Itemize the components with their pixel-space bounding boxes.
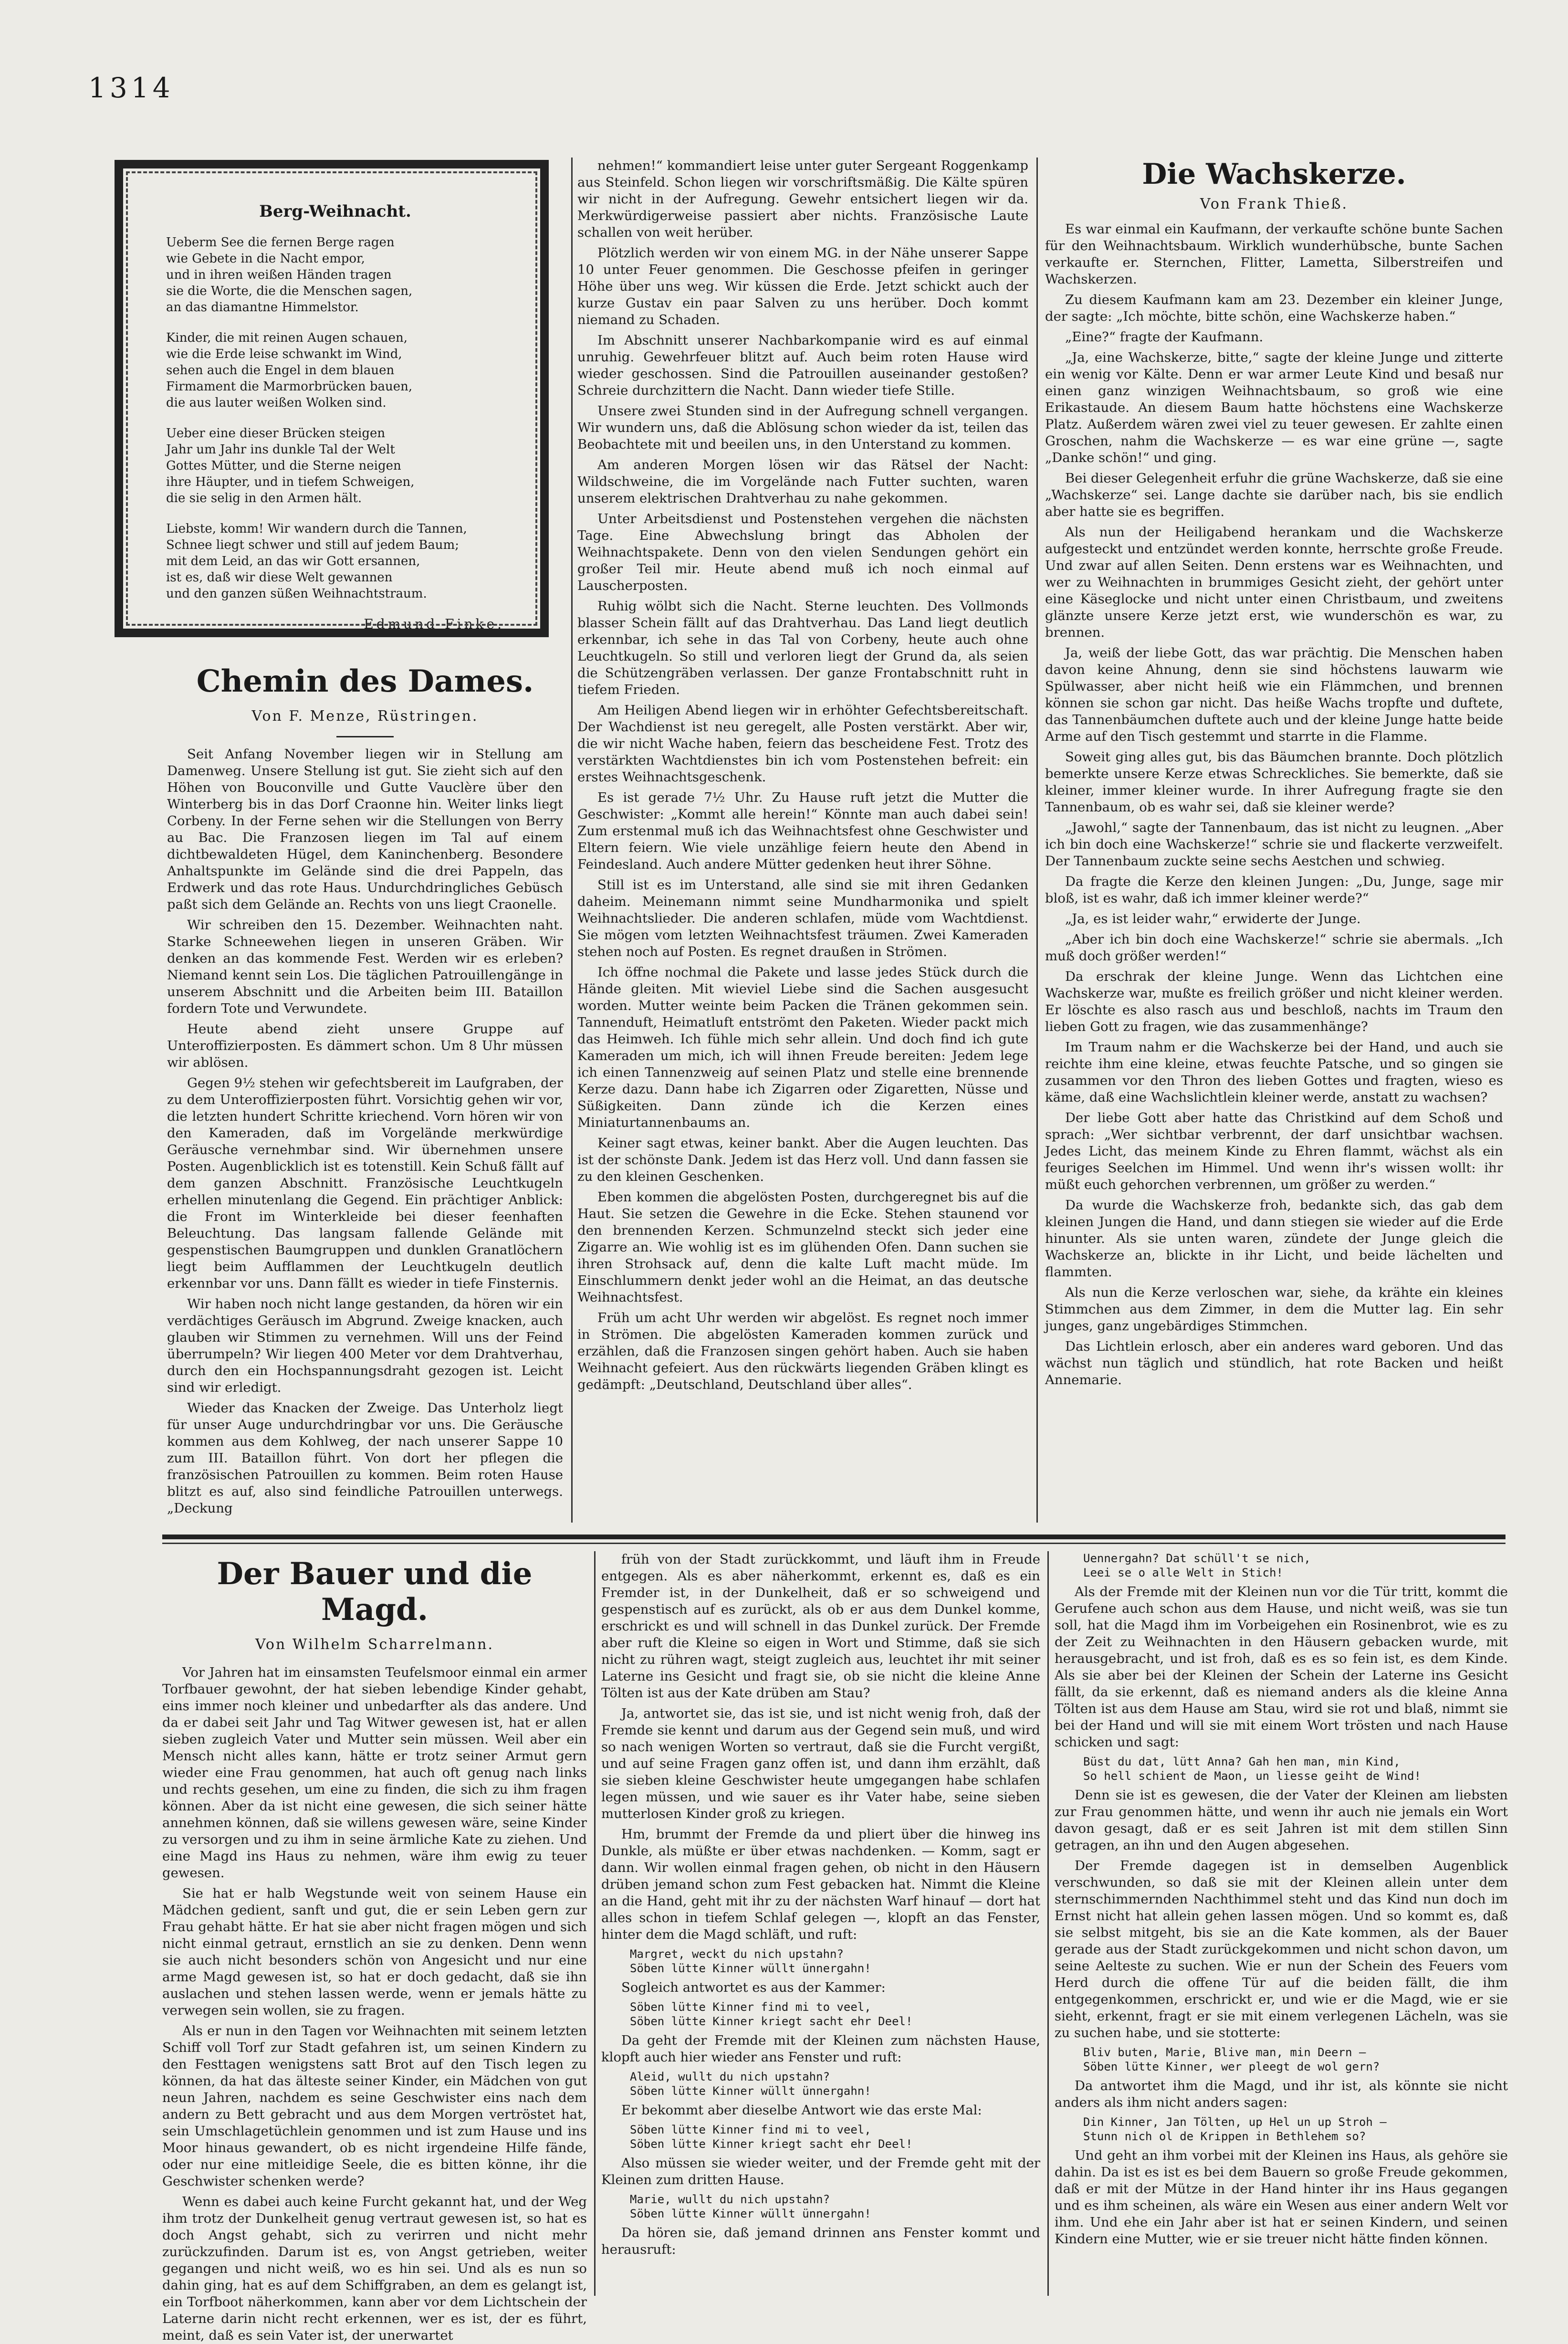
bauer-title: Der Bauer und die Magd. [217,1556,533,1628]
paragraph: Am anderen Morgen lösen wir das Rätsel der Nacht: Wildschweine, die im Vorgelände nach Futter suchten, waren unserem elektrischen Drahtverhau zu nahe gekommen. [577,457,1028,506]
paragraph: Der Fremde dagegen ist in demselben Augenblick verschwunden, so daß sie mit der Kleinen allein unter dem sternschimmernden Nachthimmel steht und das Kind nun doch im Ernst nicht hat allein gehen lassen mögen. Und so kommt es, daß sie selbst mitgeht, bis sie an die Kate kommen, als der Bauer gerade aus der Stadt zurückgekommen und nicht schon davon, um seine Aelteste zu suchen. Wie er nun der Schein des Feuers vom Herd durch die offene Tür auf die beiden fällt, die ihm entgegenkommen, erschrickt er, und wie er die Magd, wie er sie sieht, erkennt, fragt er sie mit einem verlegenen Lächeln, was sie zu suchen habe, und sie stotterte: [1055,1858,1508,2040]
paragraph: Als nun der Heiligabend herankam und die Wachskerze aufgesteckt und entzündet werden konnte, herrschte große Freude. Und zwar auf allen Seiten. Denn erstens war es Weihnachten, und wer zu Weihnachten in brummiges Gesicht zieht, der gehört unter eine Käseglocke und nicht unter einen Christbaum, und zweitens glänzte unsere Kerze jetzt erst, wie wunderschön es war, zu brennen. [1045,525,1503,640]
paragraph: Zu diesem Kaufmann kam am 23. Dezember ein kleiner Junge, der sagte: „Ich möchte, bitte schön, eine Wachskerze haben.“ [1045,292,1503,324]
poem-line: mit dem Leid, an das wir Gott ersannen, [166,554,420,568]
paragraph: Also müssen sie wieder weiter, und der Fremde geht mit der Kleinen zum dritten Hause. [601,2155,1040,2187]
bauer-continued [601,1551,1040,2296]
paragraph: Bliv buten, Marie, Blive man, min Deern — Söben lütte Kinner, wer pleegt de wol gern? [1083,2046,1380,2073]
poem-stanza [166,234,504,315]
bauer-final [1055,1551,1508,2296]
bauer-byline: Von Wilhelm Scharrelmann. [255,1636,494,1653]
poem-line: Liebste, komm! Wir wandern durch die Tannen, [166,522,467,536]
poem-line: ihre Häupter, und in tiefem Schweigen, [166,475,415,489]
section-divider [162,1535,1505,1539]
poem-line: und in ihren weißen Händen tragen [166,268,392,282]
wachskerze-byline: Von Frank Thieß. [1200,196,1348,212]
column-rule [1047,1551,1049,2296]
paragraph: Heute abend zieht unsere Gruppe auf Unteroffizierposten. Es dämmert schon. Um 8 Uhr müssen wir ablösen. [167,1021,563,1070]
poem-title: Berg-Weihnacht. [259,202,411,221]
paragraph: Söben lütte Kinner find mi to veel, Söben lütte Kinner kriegt sacht ehr Deel! [630,2123,913,2151]
poem-line: ist es, daß wir diese Welt gewannen [166,570,393,585]
paragraph: Und geht an ihm vorbei mit der Kleinen ins Haus, als gehöre sie dahin. Da ist es ist es bei dem Bauern so große Freude gekommen, daß er mit der Mütze in der Hand hinter ihr ins Haus gegangen und es ihm scheinen, als wäre ein Wesen aus einer andern Welt vor ihm. Und ehe ein Jahr aber ist hat er seinen Kindern, und seinen Kindern eine Mutter, wie er sie treuer nicht hätte finden können. [1055,2148,1508,2247]
paragraph: Din Kinner, Jan Tölten, up Hel un up Stroh — Stunn nich ol de Krippen in Bethlehem so? [1083,2115,1387,2143]
column-rule [594,1551,596,2296]
chemin-byline: Von F. Menze, Rüstringen. [251,708,479,725]
paragraph: „Aber ich bin doch eine Wachskerze!“ schrie sie abermals. „Ich muß doch größer werden!“ [1045,932,1503,964]
bauer-continued-body [601,1551,1040,2258]
paragraph: Da hören sie, daß jemand drinnen ans Fenster kommt und herausruft: [601,2225,1040,2257]
paragraph: Denn sie ist es gewesen, die der Vater der Kleinen am liebsten zur Frau genommen hätte, und wenn ihr auch nie jemals ein Wort davon gesagt, daß er es seit Jahren ist mit dem stillen Sinn getragen, an ihn und den Augen abgesehen. [1055,1787,1508,1853]
paragraph: Früh um acht Uhr werden wir abgelöst. Es regnet noch immer in Strömen. Die abgelösten Kameraden kommen zurück und erzählen, daß die Franzosen singen gehört haben. Auch sie haben Weihnacht gefeiert. Aus den rückwärts liegenden Gräben klingt es gedämpft: „Deutschland, Deutschland über alles“. [577,1310,1028,1392]
paragraph: Er bekommt aber dieselbe Antwort wie das erste Mal: [621,2102,982,2118]
paragraph: „Jawohl,“ sagte der Tannenbaum, das ist nicht zu leugnen. „Aber ich bin doch eine Wachskerze!“ schrie sie und flackerte verzweifelt. Der Tannenbaum zuckte seine sechs Aestchen und schwieg. [1045,820,1503,869]
poem-line: sie die Worte, die die Menschen sagen, [166,284,413,298]
poem-line: Gottes Mütter, und die Sterne neigen [166,459,401,473]
paragraph: früh von der Stadt zurückkommt, und läuft ihm in Freude entgegen. Als es aber näherkommt, erkennt es, daß es ein Fremder ist, in der Dunkelheit, daß er so schweigend und gespenstisch auf es zurückt, als ob er aus dem Dunkel komme, erschrickt es und will schnell in das Dunkel zurück. Der Fremde aber ruft die Kleine so eigen in Wort und Stimme, daß sie sich nicht zu rühren wagt, steigt zugleich aus, leuchtet ihr mit seiner Laterne ins Gesicht und fragt sie, ob sie nicht die kleine Anne Tölten ist aus der Kate drüben am Stau? [601,1552,1040,1701]
paragraph: „Eine?“ fragte der Kaufmann. [1065,329,1264,345]
paragraph: Uennergahn? Dat schüll't se nich, Leei se o alle Welt in Stich! [1083,1552,1311,1579]
paragraph: Sogleich antwortet es aus der Kammer: [621,1980,886,1995]
chemin-article [167,654,563,1527]
wachskerze-body [1045,221,1503,1388]
paragraph: Ich öffne nochmal die Pakete und lasse jedes Stück durch die Hände gleiten. Mit wieviel Liebe sind die Sachen ausgesucht worden. Mutter weinte beim Packen die Tränen gekommen sein. Tannenduft, Heimatluft entströmt den Paketen. Wieder packt mich das Heimweh. Ich fühle mich sehr allein. Und doch find ich gute Kameraden um mich, ich will ihnen Freude bereiten: Jedem lege ich einen Tannenzweig auf seinen Platz und stelle eine brennende Kerze dazu. Dann habe ich Zigarren oder Zigaretten, Nüsse und Süßigkeiten. Dann zünde ich die Kerzen eines Miniaturtannenbaums an. [577,965,1028,1130]
paragraph: Ja, antwortet sie, das ist sie, und ist nicht wenig froh, daß der Fremde sie kennt und darum aus der Gegend sein muß, und wird so nach wenigen Worten so vertraut, daß sie die Furcht vergißt, und auf seine Fragen ganz offen ist, und dann ihm erzählt, daß sie sieben kleine Geschwister heute umgegangen habe schlafen legen müssen, und wie sauer es ihr Vater habe, seine sieben mutterlosen Kinder groß zu kriegen. [601,1706,1040,1821]
wachskerze-title: Die Wachskerze. [1142,158,1406,191]
paragraph: Am Heiligen Abend liegen wir in erhöhter Gefechtsbereitschaft. Der Wachdienst ist neu geregelt, alle Posten verstärkt. Aber wir, die wir nicht Wache haben, feiern das bescheidene Fest. Trotz des verstärkten Wachtdienstes bin ich vom Postenstehen befreit: ein erstes Weihnachtsgeschenk. [577,703,1028,785]
paragraph: Der liebe Gott aber hatte das Christkind auf dem Schoß und sprach: „Wer sichtbar verbrennt, der darf unsichtbar wachsen. Jedes Licht, das meinem Kinde zu Ehren flammt, wächst als ein feuriges Seelchen im Himmel. Und wenn ihr's wissen wollt: ihr müßt euch gehorchen verbrennen, um größer zu werden.“ [1045,1110,1503,1192]
paragraph: Ja, weiß der liebe Gott, das war prächtig. Die Menschen haben davon keine Ahnung, denn sie sind höchstens lauwarm wie Spülwasser, aber nicht heiß wie ein Flämmchen, und brennen können sie schon gar nicht. Das heiße Wachs tropfte und duftete, das Tannenbäumchen duftete auch und der kleine Junge hatte beide Arme auf den Tisch gestemmt und starrte in die Flamme. [1045,645,1503,744]
paragraph: Da antwortet ihm die Magd, und ihr ist, als könnte sie nicht anders als ihm nicht anders sagen: [1055,2078,1508,2110]
paragraph: Vor Jahren hat im einsamsten Teufelsmoor einmal ein armer Torfbauer gewohnt, der hat sieben lebendige Kinder gehabt, eins immer noch kleiner und unbedarfter als das andere. Und da er dabei seit Jahr und Tag Witwer gewesen ist, hat er allen sieben zugleich Vater und Mutter sein müssen. Weil aber ein Mensch nicht alles kann, hätte er trotz seiner Armut gern wieder eine Frau genommen, hat auch oft genug nach links und rechts gesehen, um eine zu finden, die sich zu ihm fragen können. Aber da ist nicht eine gewesen, die sich seiner hätte annehmen können, daß sie willens gewesen wäre, seine Kinder zu versorgen und zu ihm in seine ärmliche Kate zu ziehen. Und eine Magd ins Haus zu nehmen, wäre ihm ewig zu teuer gewesen. [162,1665,587,1881]
page-number: 1314 [88,72,174,104]
paragraph: Marie, wullt du nich upstahn? Söben lütte Kinner wüllt ünnergahn! [630,2193,871,2220]
paragraph: Margret, weckt du nich upstahn? Söben lütte Kinner wüllt ünnergahn! [630,1947,871,1975]
poem-line: und den ganzen süßen Weihnachtstraum. [166,587,427,601]
paragraph: Unsere zwei Stunden sind in der Aufregung schnell vergangen. Wir wundern uns, daß die Ablösung schon wieder da ist, teilen das Beobachtete mit und beeilen uns, in den Unterstand zu kommen. [577,403,1028,452]
poem-stanza [166,425,504,506]
poem-stanza [166,330,504,411]
poem-line: sehen auch die Engel in dem blauen [166,363,395,378]
paragraph: Plötzlich werden wir von einem MG. in der Nähe unserer Sappe 10 unter Feuer genommen. Die Geschosse pfeifen in geringer Höhe über uns weg. Wir küssen die Erde. Jetzt schickt auch der kurze Gustav ein paar Salven zu uns herüber. Doch kommt niemand zu Schaden. [577,245,1028,327]
chemin-title: Chemin des Dames. [196,663,534,699]
poem-line: Jahr um Jahr ins dunkle Tal der Welt [166,442,395,457]
paragraph: Als der Fremde mit der Kleinen nun vor die Tür tritt, kommt die Gerufene auch schon aus dem Hause, und nicht weiß, was sie tun soll, hat die Magd ihm im Vorbeigehen ein Rosinenbrot, wie es zu der Zeit zu Weihnachten in den Häusern gebacken wurde, mit herausgebracht, und ist froh, daß es es so fein ist, es dem Kinde. Als sie aber bei der Kleinen der Schein der Laterne ins Gesicht fällt, da sie erkennt, daß es niemand anders als die kleine Anna Tölten ist aus dem Hause am Stau, wird sie rot und blaß, nimmt sie bei der Hand und will sie mit einem Wort trösten und nach Hause schicken und sagt: [1055,1584,1508,1750]
bauer-article [162,1551,587,2343]
poem-box [115,160,549,637]
poem-stanzas [166,234,504,602]
wachskerze-article [1045,158,1503,1523]
paragraph: „Ja, eine Wachskerze, bitte,“ sagte der kleine Junge und zitterte ein wenig vor Kälte. Denn er war armer Leute Kind und besaß nur einen ganz winzigen Weihnachtsbaum, so groß wie eine Erikastaude. An diesem Baum hatte höchstens eine Wachskerze Platz. Außerdem wären zwei viel zu teuer gewesen. Er zahlte einen Groschen, nahm die Wachskerze — es war eine grüne —, sagte „Danke schön!“ und ging. [1045,350,1503,465]
paragraph: Im Traum nahm er die Wachskerze bei der Hand, und auch sie reichte ihm eine kleine, etwas feuchte Patsche, und so gingen sie zusammen vor den Thron des lieben Gottes und fragten, wieso es käme, daß eine Wachslichtlein kleiner werde, anstatt zu wachsen? [1045,1040,1503,1105]
paragraph: Im Abschnitt unserer Nachbarkompanie wird es auf einmal unruhig. Gewehrfeuer blitzt auf. Auch beim roten Hause wird wieder geschossen. Sind die Patrouillen auseinander gestoßen? Schreie durchzittern die Nacht. Dann wieder tiefe Stille. [577,333,1028,398]
poem-line: wie die Erde leise schwankt im Wind, [166,347,402,361]
bauer-body [162,1664,587,2344]
paragraph: Söben lütte Kinner find mi to veel, Söben lütte Kinner kriegt sacht ehr Deel! [630,2000,913,2028]
poem-line: an das diamantne Himmelstor. [166,300,359,315]
paragraph: Bei dieser Gelegenheit erfuhr die grüne Wachskerze, daß sie eine „Wachskerze“ sei. Lange dachte sie darüber nach, bis sie endlich aber hatte sie es begriffen. [1045,471,1503,519]
poem-line: Ueberm See die fernen Berge ragen [166,235,395,250]
poem-line: die sie selig in den Armen hält. [166,491,362,505]
paragraph: Gegen 9½ stehen wir gefechtsbereit im Laufgraben, der zu dem Unteroffizierposten führt. Vorsichtig gehen wir vor, die letzten hundert Schritte kriechend. Vorn hören wir von den Kameraden, daß im Vorgelände merkwürdige Geräusche vernehmbar sind. Wir übernehmen unsere Posten. Augenblicklich ist es totenstill. Kein Schuß fällt auf dem ganzen Abschnitt. Französische Leuchtkugeln erhellen minutenlang die Gegend. Ein prächtiger Anblick: die Front im Winterkleide bei dieser feenhaften Beleuchtung. Das langsam fallende Gelände mit gespenstischen Baumgruppen und dunklen Granatlöchern liegt beim Aufflammen der Leuchtkugeln deutlich erkennbar vor uns. Dann fällt es wieder in tiefe Finsternis. [167,1075,563,1291]
paragraph: Büst du dat, lütt Anna? Gah hen man, min Kind, So hell schient de Maon, un liesse geiht de Wind! [1083,1755,1422,1783]
paragraph: Wenn es dabei auch keine Furcht gekannt hat, und der Weg ihm trotz der Dunkelheit genug vertraut gewesen ist, so hat es doch Angst gehabt, sich zu verirren und nicht mehr zurückzufinden. Darum ist es, von Angst getrieben, weiter gegangen und nicht weiß, wo es hin sei. Und als es nun so dahin ging, hat es auf dem Schiffgraben, an dem es gelangt ist, ein Torfboot näherkommen, kann aber vor dem Lichtschein der Laterne darin nicht recht erkennen, wer es ist, der es führt, meint, daß es sein Vater ist, der unerwartet [162,2194,587,2343]
bauer-final-body [1055,1551,1508,2248]
paragraph: Da geht der Fremde mit der Kleinen zum nächsten Hause, klopft auch hier wieder ans Fenster und ruft: [601,2033,1040,2065]
paragraph: Ruhig wölbt sich die Nacht. Sterne leuchten. Des Vollmonds blasser Schein fällt auf das Drahtverhau. Das Land liegt deutlich erkennbar, ich sehe in das Tal von Corbeny, heute auch ohne Leuchtkugeln. So still und verloren liegt der Grund da, als seien die Schützengräben verlassen. Der ganze Frontabschnitt ruht in tiefem Frieden. [577,599,1028,697]
poem-line: Kinder, die mit reinen Augen schauen, [166,331,408,345]
paragraph: Es ist gerade 7½ Uhr. Zu Hause ruft jetzt die Mutter die Geschwister: „Kommt alle herein!“ Könnte man auch dabei sein! Zum erstenmal muß ich das Weihnachtsfest ohne Geschwister und Eltern feiern. Wie viele unzählige feiern heute den Abend in Feindesland. Auch andere Mütter gedenken heut ihrer Söhne. [577,790,1028,872]
paragraph: Wir haben noch nicht lange gestanden, da hören wir ein verdächtiges Geräusch im Abgrund. Zweige knacken, auch glauben wir Stimmen zu vernehmen. Will uns der Feind überrumpeln? Wir liegen 400 Meter vor dem Drahtverhau, durch den ein Hochspannungsdraht gezogen ist. Leicht sind wir erledigt. [167,1296,563,1395]
paragraph: Sie hat er halb Wegstunde weit von seinem Hause ein Mädchen gedient, sanft und gut, die er sein Leben gern zur Frau gehabt hätte. Er hat sie aber nicht fragen mögen und sich nicht einmal getraut, ernstlich an sie zu denken. Denn wenn sie auch nicht besonders schön von Angesicht und nur eine arme Magd gewesen ist, so hat er doch gedacht, daß sie ihn auslachen und stehen lassen werde, wenn er jemals hätte zu verwegen sein wollen, sie zu fragen. [162,1886,587,2018]
paragraph: Seit Anfang November liegen wir in Stellung am Damenweg. Unsere Stellung ist gut. Sie zieht sich auf den Höhen von Bouconville und Gutte Vauclère über den Winterberg bis in das Dorf Craonne hin. Weiter links liegt Corbeny. In der Ferne sehen wir die Stellungen von Berry au Bac. Die Franzosen liegen im Tal auf einem dichtbewaldeten Hügel, dem Kaninchenberg. Besondere Anhaltspunkte im Gelände sind die drei Pappeln, das Erdwerk und das rote Haus. Undurchdringliches Gebüsch paßt sich dem Gelände an. Rechts von uns liegt Craonelle. [167,746,563,912]
chemin-continued-body [577,158,1028,1393]
paragraph: Als er nun in den Tagen vor Weihnachten mit seinem letzten Schiff voll Torf zur Stadt gefahren ist, um seinen Kindern zu den Festtagen wenigstens satt Brot auf den Tisch legen zu können, da hat das älteste seiner Kinder, ein Mädchen von gut neun Jahren, nachdem es seine Geschwister eins nach dem andern zu Bett gebracht und aus dem Morgen vertröstet hat, sein Umschlagetüchlein genommen und ist zum Hause und ins Moor hinaus gewandert, ob es nicht irgendeine Hilfe fände, oder nur eine mitleidige Seele, die es bitten könne, ihr die Geschwister schenken werde? [162,2023,587,2189]
chemin-continued [577,158,1028,1523]
paragraph: Da fragte die Kerze den kleinen Jungen: „Du, Junge, sage mir bloß, ist es wahr, daß ich immer kleiner werde?“ [1045,874,1503,906]
paragraph: Hm, brummt der Fremde da und pliert über die hinweg ins Dunkle, als müßte er über etwas nachdenken. — Komm, sagt er dann. Wir wollen einmal fragen gehen, ob nicht in den Häusern drüben jemand schon zum Fest gebacken hat. Nimmt die Kleine an die Hand, geht mit ihr zu der nächsten Warf hinauf — dort hat alles schon in tiefem Schlaf gelegen —, klopft an das Fenster, hinter dem die Magd schläft, und ruft: [601,1827,1040,1942]
paragraph: Als nun die Kerze verloschen war, siehe, da krähte ein kleines Stimmchen aus dem Zimmer, in dem die Mutter lag. Ein sehr junges, ganz ungebärdiges Stimmchen. [1045,1285,1503,1334]
paragraph: Eben kommen die abgelösten Posten, durchgeregnet bis auf die Haut. Sie setzen die Gewehre in die Ecke. Stehen staunend vor den brennenden Kerzen. Schmunzelnd steckt sich jeder eine Zigarre an. Wie wohlig ist es im glühenden Ofen. Dann suchen sie ihren Strohsack auf, denn die kalte Luft macht müde. Im Einschlummern denkt jeder wohl an die Heimat, an das deutsche Weihnachtsfest. [577,1189,1028,1305]
poem-line: die aus lauter weißen Wolken sind. [166,396,387,410]
poem-stanza [166,521,504,602]
poem-line: wie Gebete in die Nacht empor, [166,252,365,266]
poem-line: Ueber eine dieser Brücken steigen [166,426,386,441]
paragraph: Da wurde die Wachskerze froh, bedankte sich, das gab dem kleinen Jungen die Hand, und dann stiegen sie wieder auf die Erde hinunter. Als sie unten waren, zündete der Junge gleich die Wachskerze an, blickte in ihr Licht, und beide lächelten und flammten. [1045,1198,1503,1280]
paragraph: Wieder das Knacken der Zweige. Das Unterholz liegt für unser Auge undurchdringbar vor uns. Die Geräusche kommen aus dem Kohlweg, der nach unserer Sappe 10 zum III. Bataillon führt. Von dort her pflegen die französischen Patrouillen zu kommen. Beim roten Hause blitzt es auf, also sind feindliche Patrouillen unterwegs. „Deckung [167,1400,563,1516]
paragraph: „Ja, es ist leider wahr,“ erwiderte der Junge. [1065,911,1361,926]
paragraph: Unter Arbeitsdienst und Postenstehen vergehen die nächsten Tage. Eine Abwechslung bringt das Abholen der Weihnachtspakete. Denn von den vielen Sendungen gehört ein großer Teil mir. Heute abend muß ich noch einmal auf Lauscherposten. [577,511,1028,593]
paragraph: Still ist es im Unterstand, alle sind sie mit ihren Gedanken daheim. Meinemann nimmt seine Mundharmonika und spielt Weihnachtslieder. Die anderen schlafen, müde vom Wachtdienst. Sie mögen vom letzten Weihnachtsfest träumen. Zwei Kameraden stehen noch auf Posten. Es regnet draußen in Strömen. [577,877,1028,959]
paragraph: Keiner sagt etwas, keiner bankt. Aber die Augen leuchten. Das ist der schönste Dank. Jedem ist das Herz voll. Und dann fassen sie zu den kleinen Geschenken. [577,1135,1028,1184]
poem-author: Edmund Finke. [364,616,504,632]
paragraph: Das Lichtlein erlosch, aber ein anderes ward geboren. Und das wächst nun täglich und stündlich, hat rote Backen und heißt Annemarie. [1045,1339,1503,1387]
column-rule [1036,158,1038,1523]
paragraph: Aleid, wullt du nich upstahn? Söben lütte Kinner wüllt ünnergahn! [630,2070,871,2098]
paragraph: Es war einmal ein Kaufmann, der verkaufte schöne bunte Sachen für den Weihnachtsbaum. Wirklich wunderhübsche, bunte Sachen verkaufte er. Sternchen, Flitter, Lametta, Silberstreifen und Wachskerzen. [1045,221,1503,287]
paragraph: Wir schreiben den 15. Dezember. Weihnachten naht. Starke Schneewehen liegen in unseren Gräben. Wir denken an das kommende Fest. Werden wir es erleben? Niemand kennt sein Los. Die täglichen Patrouillengänge in unserem Abschnitt und die Arbeiten beim III. Bataillon fordern Tote und Verwundete. [167,917,563,1016]
section-divider-thin [162,1543,1505,1544]
column-rule [571,158,573,1523]
paragraph: nehmen!“ kommandiert leise unter guter Sergeant Roggenkamp aus Steinfeld. Schon liegen wir vorschriftsmäßig. Die Kälte spüren wir nicht in der Aufregung. Gewehr entsichert liegen wir da. Merkwürdigerweise passiert aber nichts. Französische Laute schallen von weit herüber. [577,158,1028,240]
chemin-body [167,746,563,1517]
title-rule [336,736,394,737]
poem-line: Schnee liegt schwer und still auf jedem Baum; [166,538,459,552]
paragraph: Da erschrak der kleine Junge. Wenn das Lichtchen eine Wachskerze war, mußte es freilich größer und nicht kleiner werden. Er löschte es also rasch aus und beschloß, nachts im Traum den lieben Gott zu fragen, wie das zusammenhänge? [1045,969,1503,1034]
poem-line: Firmament die Marmorbrücken bauen, [166,379,413,394]
paragraph: Soweit ging alles gut, bis das Bäumchen brannte. Doch plötzlich bemerkte unsere Kerze etwas Schreckliches. Sie bemerkte, daß sie kleiner, immer kleiner wurde. In ihrer Aufregung fragte sie den Tannenbaum, ob es wahr sei, daß sie kleiner werde? [1045,749,1503,815]
